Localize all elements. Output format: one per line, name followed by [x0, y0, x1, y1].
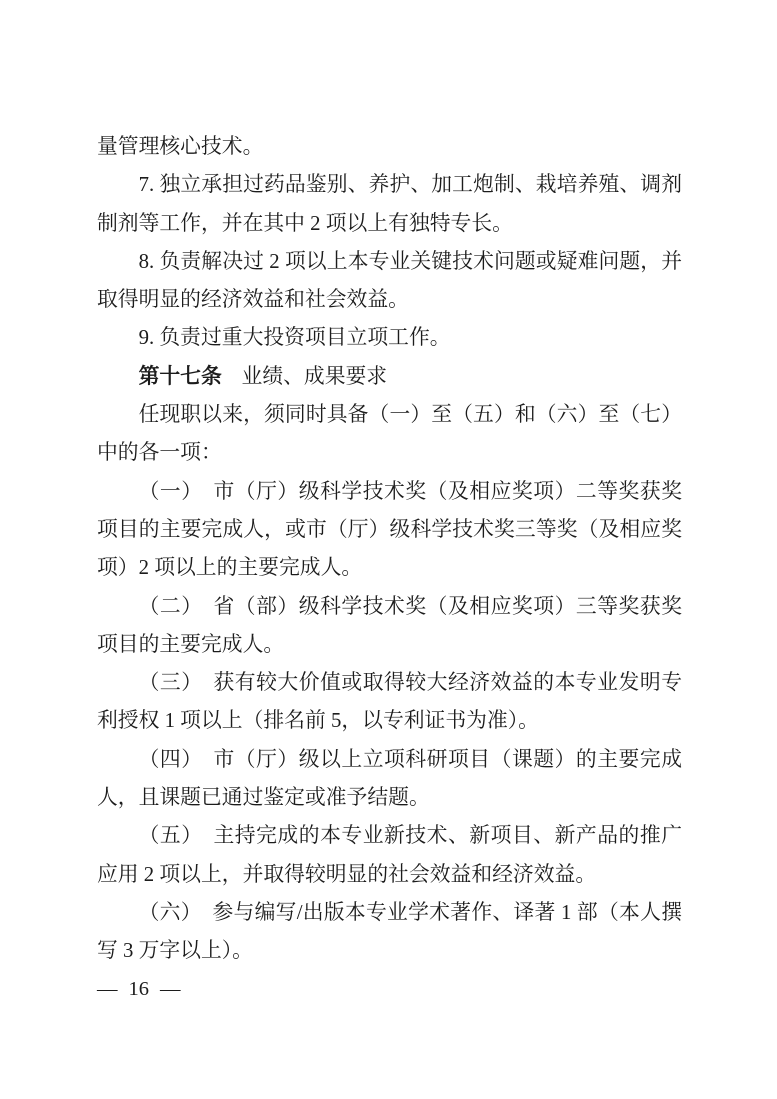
page-footer	[97, 974, 181, 1004]
paragraph-item-7: 7. 独立承担过药品鉴别、养护、加工炮制、栽培养殖、调剂制剂等工作，并在其中 2 项以上有独特专长。	[97, 173, 682, 235]
footer-dash-right: —	[160, 978, 181, 1000]
paragraph-item-8: 8. 负责解决过 2 项以上本专业关键技术问题或疑难问题，并取得明显的经济效益和社会效益。	[97, 249, 682, 312]
article-heading	[97, 358, 682, 396]
page-number: 16	[128, 978, 149, 1000]
article-title: 业绩、成果要求	[241, 364, 388, 388]
paragraph-continuation: 量管理核心技术。	[97, 135, 264, 158]
paragraph-clause-6: （六） 参与编写/出版本专业学术著作、译著 1 部（本人撰写 3 万字以上）。	[97, 900, 682, 963]
paragraph-clause-2: （二） 省（部）级科学技术奖（及相应奖项）三等奖获奖项目的主要完成人。	[97, 594, 682, 656]
document-body	[97, 128, 682, 971]
paragraph-clause-1: （一） 市（厅）级科学技术奖（及相应奖项）二等奖获奖项目的主要完成人，或市（厅）级科学技术奖三等奖（及相应奖项）2 项以上的主要完成人。	[97, 479, 682, 580]
paragraph-clause-4: （四） 市（厅）级以上立项科研项目（课题）的主要完成人，且课题已通过鉴定或准予结题。	[97, 747, 682, 810]
paragraph-clause-3: （三） 获有较大价值或取得较大经济效益的本专业发明专利授权 1 项以上（排名前 5，以专利证书为准）。	[97, 671, 682, 733]
paragraph-clause-5: （五） 主持完成的本专业新技术、新项目、新产品的推广应用 2 项以上，并取得较明显的社会效益和经济效益。	[97, 824, 682, 886]
paragraph-item-9: 9. 负责过重大投资项目立项工作。	[138, 326, 451, 350]
footer-dash-left: —	[97, 978, 118, 1000]
article-number: 第十七条	[138, 364, 222, 388]
paragraph-intro: 任现职以来，须同时具备（一）至（五）和（六）至（七）中的各一项：	[97, 403, 682, 465]
